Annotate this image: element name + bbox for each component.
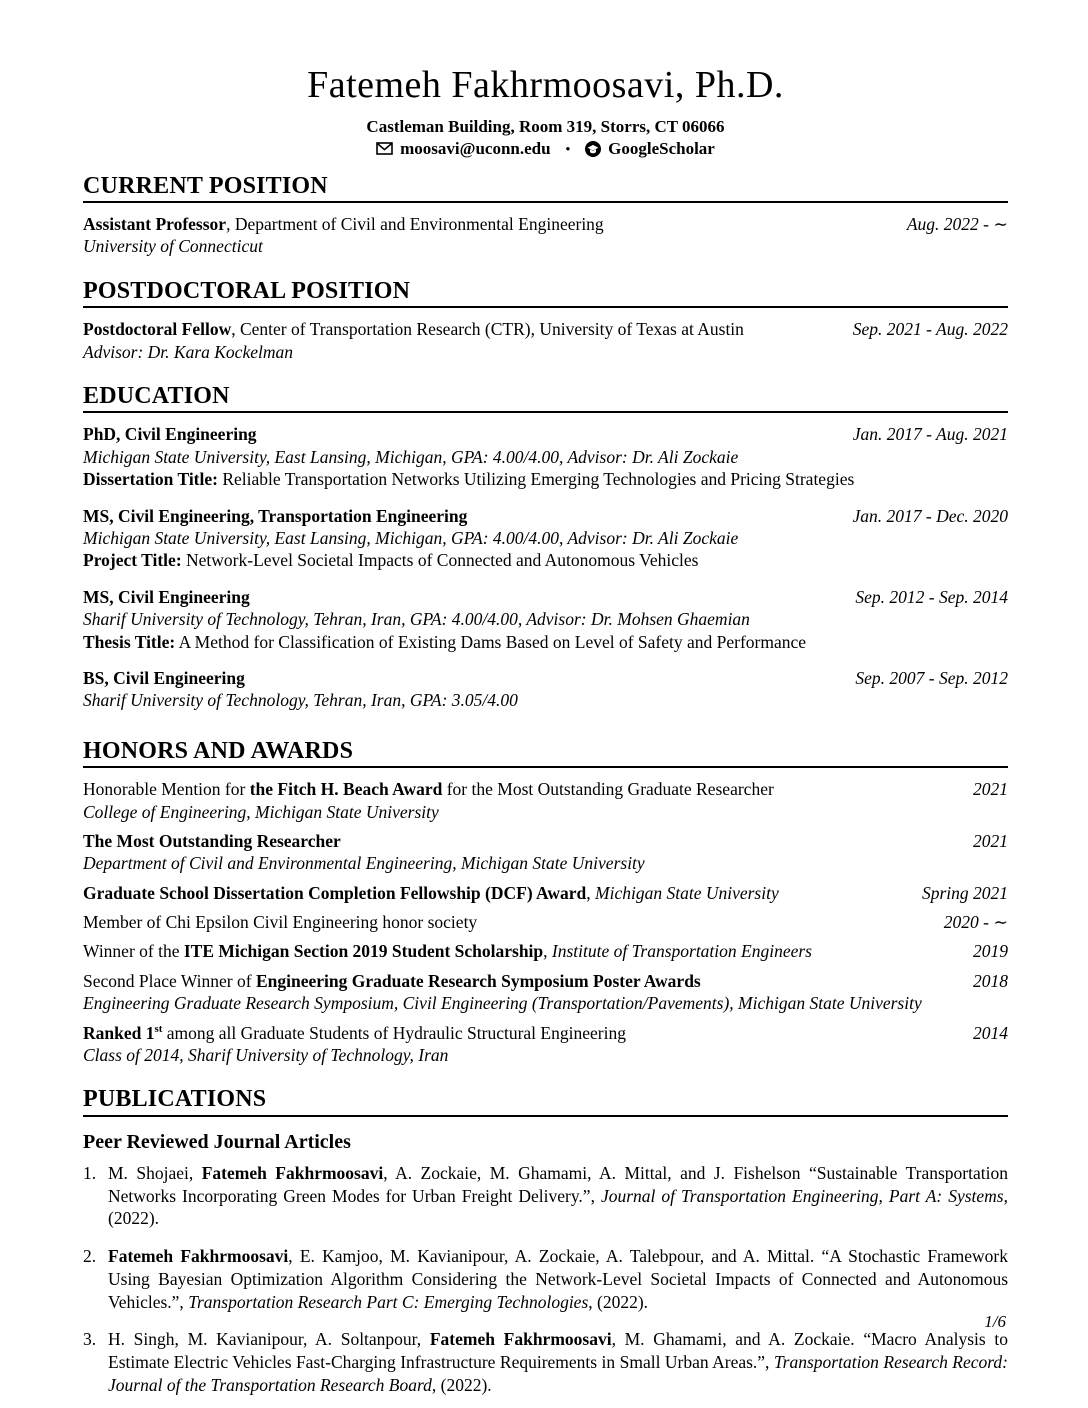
entry <box>83 911 1008 933</box>
text-run: A Method for Classification of Existing Dams Based on Level of Safety and Performance <box>175 631 807 652</box>
entry-text <box>83 830 341 852</box>
entry <box>83 970 1008 1015</box>
entry-text <box>83 911 477 933</box>
entry <box>83 318 1008 363</box>
text-run: Fatemeh Fakhrmoosavi <box>108 1246 289 1267</box>
text-run: Winner of the <box>83 941 184 962</box>
text-run: Network-Level Societal Impacts of Connected and Autonomous Vehicles <box>181 550 699 571</box>
entry-text <box>83 318 744 340</box>
section-heading: POSTDOCTORAL POSITION <box>83 278 1008 308</box>
text-run: among all Graduate Students of Hydraulic Structural Engineering <box>162 1022 626 1043</box>
text-run: st <box>154 1022 163 1035</box>
entry-date: 2021 <box>973 830 1008 851</box>
entry-line <box>83 631 1008 653</box>
entry <box>83 778 1008 823</box>
section-heading: EDUCATION <box>83 383 1008 413</box>
text-run: Michigan State University, East Lansing, Michigan, GPA: 4.00/4.00, Advisor: Dr. Ali Zockaie <box>83 446 739 467</box>
entry-text <box>83 528 738 548</box>
text-run: Class of 2014, Sharif University of Technology, Iran <box>83 1045 449 1066</box>
entry-text <box>83 993 922 1013</box>
section-heading: PUBLICATIONS <box>83 1086 1008 1116</box>
publication-number: 2. <box>83 1246 97 1267</box>
text-run: , Center of Transportation Research (CTR), University of Texas at Austin <box>231 319 744 340</box>
text-run: , (2022). <box>588 1291 649 1312</box>
text-run: M. Shojaei, <box>108 1162 202 1183</box>
entry-date: Jan. 2017 - Aug. 2021 <box>852 424 1008 445</box>
text-run: Fatemeh Fakhrmoosavi <box>201 1162 384 1183</box>
entry-text <box>83 505 467 527</box>
entry-text <box>83 550 698 570</box>
text-run: , (2022). <box>108 1185 1008 1229</box>
entry-text <box>83 342 293 362</box>
entry-text <box>83 853 645 873</box>
entry-date: 2020 - ∼ <box>943 912 1008 933</box>
text-run: Graduate School Dissertation Completion Fellowship (DCF) Award <box>83 882 587 903</box>
entry-date: Sep. 2021 - Aug. 2022 <box>852 319 1008 340</box>
entry-text <box>83 778 774 800</box>
text-run: Fatemeh Fakhrmoosavi <box>429 1329 612 1350</box>
text-run: Sharif University of Technology, Tehran, Iran, GPA: 4.00/4.00, Advisor: Dr. Mohsen Ghaemian <box>83 609 750 630</box>
text-run: PhD, Civil Engineering <box>83 424 257 445</box>
entry-line <box>83 667 1008 689</box>
entry-line <box>83 505 1008 527</box>
entry-line <box>83 341 1008 363</box>
text-run: Transportation Research Part C: Emerging Technologies <box>188 1291 589 1312</box>
text-run: Journal of Transportation Engineering, Part A: Systems <box>600 1185 1004 1206</box>
entry-date: Spring 2021 <box>921 882 1008 903</box>
entry-line <box>83 778 1008 800</box>
text-run: Engineering Graduate Research Symposium Poster Awards <box>255 970 701 991</box>
entry-text <box>83 802 439 822</box>
text-run: Thesis Title: <box>83 631 176 652</box>
entry-text <box>83 690 518 710</box>
bullet-separator: • <box>565 140 571 156</box>
publication-item <box>83 1245 1008 1313</box>
text-run: Second Place Winner of <box>83 970 256 991</box>
entry-date: 2019 <box>973 941 1008 962</box>
entry-line <box>83 689 1008 711</box>
entry-line <box>83 830 1008 852</box>
entry <box>83 213 1008 258</box>
entry <box>83 667 1008 712</box>
text-run: ITE Michigan Section 2019 Student Scholarship <box>183 941 544 962</box>
entry-text <box>83 1022 626 1044</box>
publication-number: 1. <box>83 1162 97 1183</box>
text-run: MS, Civil Engineering <box>83 586 250 607</box>
section-heading: HONORS AND AWARDS <box>83 738 1008 768</box>
entry-text <box>83 940 812 962</box>
entry-line <box>83 446 1008 468</box>
entry-date: Sep. 2012 - Sep. 2014 <box>855 586 1008 607</box>
section-postdoctoral-position <box>83 278 1008 363</box>
entry-text <box>83 423 257 445</box>
entry <box>83 423 1008 490</box>
cv-body <box>83 173 1008 1397</box>
text-run: Project Title: <box>83 550 182 571</box>
text-run: Advisor: Dr. Kara Kockelman <box>83 341 293 362</box>
entry-text <box>83 213 604 235</box>
publication-text <box>108 1328 1008 1396</box>
person-name: Fatemeh Fakhrmoosavi, Ph.D. <box>307 64 784 106</box>
text-run: Michigan State University <box>595 882 779 903</box>
contact-line <box>83 139 1008 159</box>
entry-date: Aug. 2022 - ∼ <box>906 214 1008 235</box>
entry-line <box>83 1022 1008 1044</box>
entry-line <box>83 423 1008 445</box>
entry <box>83 830 1008 875</box>
entry-line <box>83 1044 1008 1066</box>
entry-line <box>83 882 1008 904</box>
email-link[interactable]: moosavi@uconn.edu <box>400 138 551 158</box>
section-heading: CURRENT POSITION <box>83 173 1008 203</box>
entry-text <box>83 236 263 256</box>
entry-line <box>83 940 1008 962</box>
cv-header <box>83 64 1008 159</box>
entry-line <box>83 911 1008 933</box>
entry <box>83 940 1008 962</box>
text-run: , M. Ghamami, and A. Zockaie. “Macro Analysis to Estimate Electric Vehicles Fast-Charging Infrastructure Requirements in Small Urban Areas.”, <box>108 1329 1009 1373</box>
entry-line <box>83 527 1008 549</box>
text-run: the Fitch H. Beach Award <box>249 779 443 800</box>
text-run: for the Most Outstanding Graduate Researcher <box>442 779 774 800</box>
entry-date: Sep. 2007 - Sep. 2012 <box>855 667 1008 688</box>
text-run: BS, Civil Engineering <box>83 667 245 688</box>
text-run: MS, Civil Engineering, Transportation Engineering <box>83 505 468 526</box>
entry <box>83 1022 1008 1067</box>
text-run: The Most Outstanding Researcher <box>83 830 341 851</box>
entry-line <box>83 852 1008 874</box>
text-run: Member of Chi Epsilon Civil Engineering honor society <box>83 912 478 933</box>
text-run: Postdoctoral Fellow <box>83 319 232 340</box>
entry-line <box>83 213 1008 235</box>
entry-line <box>83 970 1008 992</box>
text-run: Michigan State University, East Lansing, Michigan, GPA: 4.00/4.00, Advisor: Dr. Ali Zockaie <box>83 527 739 548</box>
publication-item <box>83 1162 1008 1230</box>
entry-text <box>83 586 250 608</box>
entry-line <box>83 608 1008 630</box>
entry-date: 2021 <box>973 779 1008 800</box>
entry-line <box>83 318 1008 340</box>
text-run: , E. Kamjoo, M. Kavianipour, A. Zockaie, A. Talebpour, and A. Mittal. “A Stochastic Framework Using Bayesian Optimization Algorithm Considering the Network-Level Societal Impacts of Connected and Autonomous Vehicles.”, <box>108 1246 1008 1312</box>
entry-text <box>83 447 738 467</box>
text-run: , <box>543 941 552 962</box>
text-run: Ranked 1 <box>83 1022 155 1043</box>
publication-item <box>83 1328 1008 1396</box>
text-run: University of Connecticut <box>83 236 263 257</box>
publication-text <box>108 1162 1008 1230</box>
entry-date: 2014 <box>973 1022 1008 1043</box>
section-honors-and-awards <box>83 738 1008 1067</box>
entry-line <box>83 586 1008 608</box>
text-run: Sharif University of Technology, Tehran, Iran, GPA: 3.05/4.00 <box>83 690 518 711</box>
text-run: Dissertation Title: <box>83 469 218 490</box>
text-run: Honorable Mention for <box>83 779 250 800</box>
google-scholar-link[interactable]: GoogleScholar <box>608 138 715 158</box>
entry-text <box>83 970 701 992</box>
entry-text <box>83 667 245 689</box>
publication-number: 3. <box>83 1329 97 1350</box>
publication-text <box>108 1245 1008 1313</box>
text-run: Institute of Transportation Engineers <box>551 941 812 962</box>
text-run: H. Singh, M. Kavianipour, A. Soltanpour, <box>108 1329 430 1350</box>
entry-text <box>83 1045 448 1065</box>
text-run: College of Engineering, Michigan State University <box>83 801 439 822</box>
page-number: 1/6 <box>984 1312 1006 1331</box>
entry <box>83 505 1008 572</box>
text-run: Engineering Graduate Research Symposium, Civil Engineering (Transportation/Pavements), Michigan State University <box>83 993 922 1014</box>
envelope-icon <box>376 142 393 155</box>
text-run: , Department of Civil and Environmental Engineering <box>226 214 604 235</box>
entry-line <box>83 235 1008 257</box>
entry-text <box>83 469 854 489</box>
text-run: Reliable Transportation Networks Utilizing Emerging Technologies and Pricing Strategies <box>217 469 855 490</box>
text-run: , <box>586 882 596 903</box>
entry-text <box>83 882 779 904</box>
entry-line <box>83 992 1008 1014</box>
section-current-position <box>83 173 1008 258</box>
text-run: Transportation Research Record: Journal of the Transportation Research Board <box>108 1352 1008 1395</box>
text-run: , (2022). <box>431 1374 492 1395</box>
section-publications <box>83 1086 1008 1396</box>
address-line: Castleman Building, Room 319, Storrs, CT 06066 <box>366 116 725 136</box>
text-run: Assistant Professor <box>83 214 227 235</box>
entry-text <box>83 632 806 652</box>
entry-line <box>83 468 1008 490</box>
subsection-heading: Peer Reviewed Journal Articles <box>83 1130 351 1153</box>
entry-text <box>83 609 750 629</box>
section-education <box>83 383 1008 712</box>
entry <box>83 882 1008 904</box>
entry <box>83 586 1008 653</box>
text-run: Department of Civil and Environmental Engineering, Michigan State University <box>83 853 645 874</box>
entry-line <box>83 549 1008 571</box>
entry-date: Jan. 2017 - Dec. 2020 <box>852 505 1008 526</box>
entry-date: 2018 <box>973 970 1008 991</box>
text-run: , A. Zockaie, M. Ghamami, A. Mittal, and J. Fishelson “Sustainable Transportation Networks Incorporating Green Modes for Urban Freight Delivery.”, <box>108 1162 1008 1206</box>
entry-line <box>83 801 1008 823</box>
google-scholar-icon <box>585 141 601 157</box>
